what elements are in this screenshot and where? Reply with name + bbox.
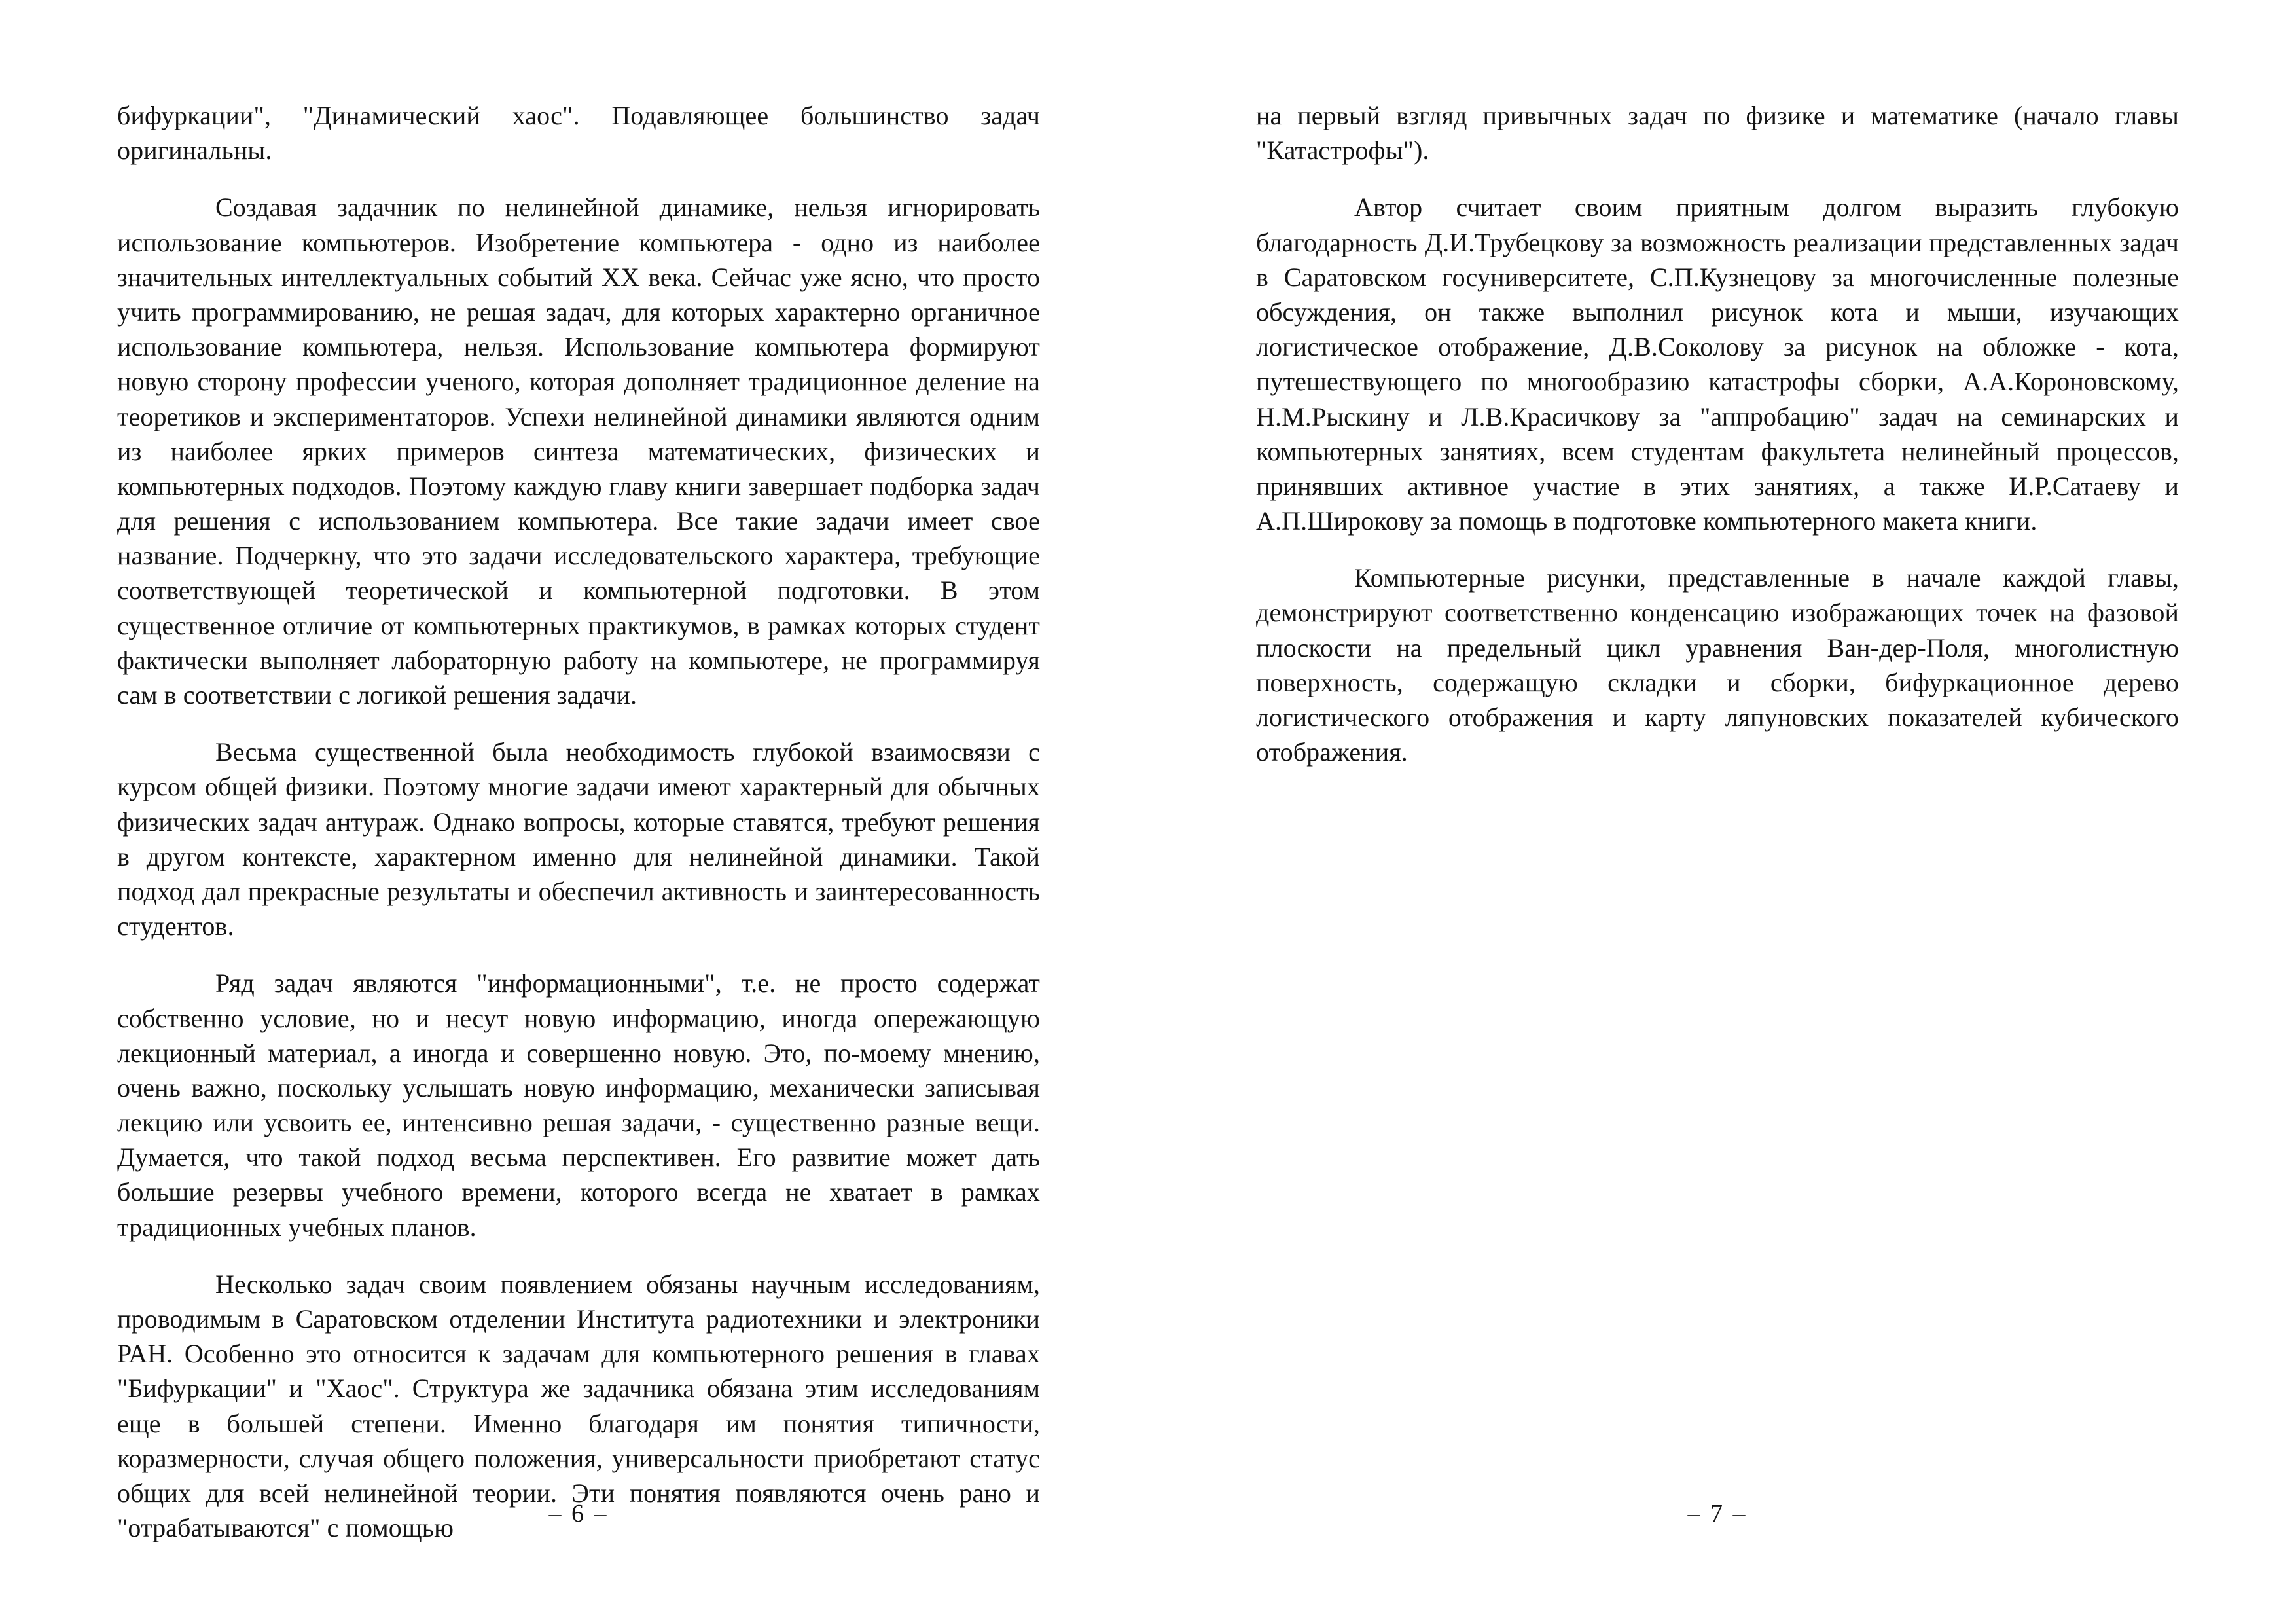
two-page-spread: [0, 98, 2296, 1543]
paragraph: Ряд задач являются "информационными", т.е. не просто содержат собственно условие, но и несут новую информацию, иногда опережающую лекционный материал, а иногда и совершенно новую. Это, по-моему мнению, очень важно, поскольку услышать новую информацию, механически записывая лекцию или усвоить ее, интенсивно решая задачи, - существенно разные вещи. Думается, что такой подход весьма перспективен. Его развитие может дать большие резервы учебного времени, которого всегда не хватает в рамках традиционных учебных планов.: [117, 968, 1040, 1242]
paragraph: Несколько задач своим появлением обязаны научным исследованиям, проводимым в Саратовском отделении Института радиотехники и электроники РАН. Особенно это относится к задачам для компьютерного решения в главах "Бифуркации" и "Хаос". Структура же задачника обязана этим исследованиям еще в большей степени. Именно благодаря им понятия типичности, коразмерности, случая общего положения, универсальности приобретают статус общих для всей нелинейной теории. Эти понятия появляются очень рано и "отрабатываются" с помощью: [117, 1269, 1040, 1543]
paragraph: Создавая задачник по нелинейной динамике, нельзя игнорировать использование компьютеров. Изобретение компьютера - одно из наиболее значительных интеллектуальных событий XX века. Сейчас уже ясно, что просто учить программированию, не решая задач, для которых характерно органичное использование компьютера, нельзя. Использование компьютера формируют новую сторону профессии ученого, которая дополняет традиционное деление на теоретиков и экспериментаторов. Успехи нелинейной динамики являются одним из наиболее ярких примеров синтеза математических, физических и компьютерных подходов. Поэтому каждую главу книги завершает подборка задач для решения с использованием компьютера. Все такие задачи имеет свое название. Подчеркну, что это задачи исследовательского характера, требующие соответствующей теоретической и компьютерной подготовки. В этом существенное отличие от компьютерных практикумов, в рамках которых студент фактически выполняет лабораторную работу на компьютере, не программируя сам в соответствии с логикой решения задачи.: [117, 192, 1040, 710]
right-page-column: [1256, 98, 2179, 1539]
left-page-column: [117, 98, 1040, 1543]
paragraph: Весьма существенной была необходимость глубокой взаимосвязи с курсом общей физики. Поэтому многие задачи имеют характерный для обычных физических задач антураж. Однако вопросы, которые ставятся, требуют решения в другом контексте, характерном именно для нелинейной динамики. Такой подход дал прекрасные результаты и обеспечил активность и заинтересованность студентов.: [117, 737, 1040, 941]
page-number: – 6 –: [548, 1500, 609, 1527]
left-page-footer: [117, 1499, 1040, 1539]
paragraph: на первый взгляд привычных задач по физике и математике (начало главы "Катастрофы").: [1256, 101, 2179, 166]
paragraph: Компьютерные рисунки, представленные в начале каждой главы, демонстрируют соответственно конденсацию изображающих точек на фазовой плоскости на предельный цикл уравнения Ван-дер-Поля, многолистную поверхность, содержащую складки и сборки, бифуркационное дерево логистического отображения и карту ляпуновских показателей кубического отображения.: [1256, 563, 2179, 767]
page-number: – 7 –: [1687, 1500, 1748, 1527]
paragraph: бифуркации", "Динамический хаос". Подавляющее большинство задач оригинальны.: [117, 101, 1040, 166]
right-page-footer: [1256, 1499, 2179, 1539]
paragraph: Автор считает своим приятным долгом выразить глубокую благодарность Д.И.Трубецкову за возможность реализации представленных задач в Саратовском госуниверситете, С.П.Кузнецову за многочисленные полезные обсуждения, он также выполнил рисунок кота и мыши, изучающих логистическое отображение, Д.В.Соколову за рисунок на обложке - кота, путешествующего по многообразию катастрофы сборки, А.А.Короновскому, Н.М.Рыскину и Л.В.Красичкову за "аппробацию" задач на семинарских и компьютерных занятиях, всем студентам факультета нелинейный процессов, принявших активное участие в этих занятиях, а также И.Р.Сатаеву и А.П.Широкову за помощь в подготовке компьютерного макета книги.: [1256, 192, 2179, 536]
